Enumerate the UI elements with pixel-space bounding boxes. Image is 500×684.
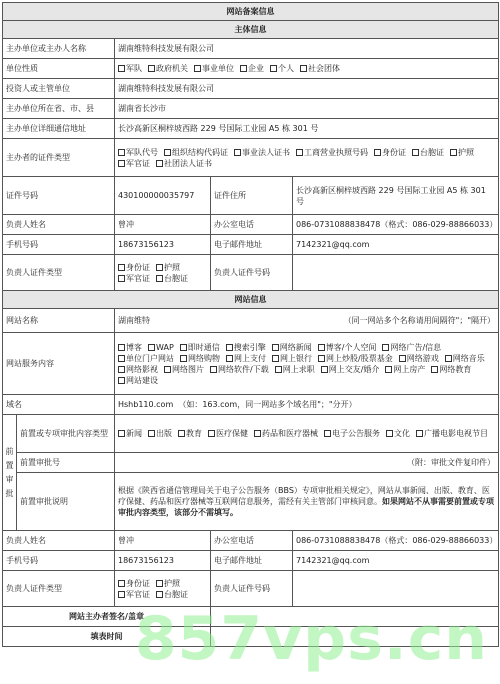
checkbox-icon[interactable] — [210, 366, 217, 373]
vertical-char: 审 — [5, 474, 14, 484]
checkbox-icon[interactable] — [164, 149, 171, 156]
checkbox-icon[interactable] — [148, 344, 155, 351]
vertical-char: 置 — [5, 460, 14, 470]
unit-type-option[interactable] — [270, 63, 294, 74]
service-option[interactable] — [275, 364, 315, 375]
host-person-cert-option-label: 军官证 — [126, 273, 150, 283]
host-mobile-value[interactable]: 18673156123 — [115, 235, 211, 255]
checkbox-icon[interactable] — [180, 355, 187, 362]
host-email-label: 电子邮件地址 — [211, 235, 293, 255]
service-option-label: 博客 — [126, 342, 142, 352]
cert-address-value[interactable]: 长沙高新区桐梓坡西路 229 号国际工业园 A5 栋 301 号 — [293, 177, 499, 215]
host-cert-type-option[interactable] — [118, 147, 158, 158]
host-cert-type-option[interactable] — [450, 147, 474, 158]
host-cert-type-option[interactable] — [296, 147, 368, 158]
service-option[interactable] — [272, 353, 312, 364]
host-person-cert-option-label: 护照 — [164, 262, 180, 272]
checkbox-icon[interactable] — [275, 366, 282, 373]
host-person-cert-option-label: 身份证 — [126, 262, 150, 272]
checkbox-icon[interactable] — [324, 430, 331, 437]
host-cert-type-option-label: 社团法人证书 — [164, 158, 212, 168]
preapproval-type-options — [115, 415, 499, 453]
host-person-cert-no-label: 负责人证件号码 — [211, 255, 293, 291]
host-person-cert-option[interactable] — [118, 273, 150, 284]
checkbox-icon[interactable] — [118, 377, 125, 384]
cert-address-label: 证件住所 — [211, 177, 293, 215]
host-person-cert-no-value[interactable] — [293, 255, 499, 291]
host-person-cert-option[interactable] — [118, 262, 150, 273]
checkbox-icon[interactable] — [156, 275, 163, 282]
checkbox-icon[interactable] — [234, 149, 241, 156]
checkbox-icon[interactable] — [118, 344, 125, 351]
checkbox-icon[interactable] — [270, 65, 277, 72]
investor-value[interactable]: 湖南维特科技发展有限公司 — [115, 79, 499, 99]
service-option-label: 网站建设 — [126, 375, 158, 385]
preapproval-vertical-label — [3, 415, 17, 531]
service-option[interactable] — [385, 364, 425, 375]
preapproval-no-cell[interactable] — [115, 453, 499, 473]
host-cert-type-option[interactable] — [374, 147, 406, 158]
checkbox-icon[interactable] — [272, 355, 279, 362]
service-option[interactable] — [445, 353, 485, 364]
address-value[interactable]: 长沙高新区桐梓坡西路 229 号国际工业园 A5 栋 301 号 — [115, 119, 499, 139]
checkbox-icon[interactable] — [318, 355, 325, 362]
host-cert-type-option[interactable] — [234, 147, 290, 158]
preapproval-type-option-label: 电子公告服务 — [332, 429, 380, 438]
checkbox-icon[interactable] — [318, 344, 325, 351]
host-cert-type-option-label: 护照 — [458, 147, 474, 157]
service-option[interactable] — [226, 342, 266, 353]
watermark: 857vps.cn — [134, 604, 488, 674]
host-cert-type-option-label: 工商营业执照号码 — [304, 147, 368, 157]
site-name-value: 湖南维特 — [118, 316, 150, 325]
site-person-cert-option-label: 军官证 — [126, 589, 150, 599]
vertical-char: 前 — [5, 446, 14, 456]
service-option[interactable] — [180, 342, 220, 353]
service-option-label: 网络新闻 — [279, 342, 312, 352]
checkbox-icon[interactable] — [148, 430, 155, 437]
preapproval-type-option[interactable] — [386, 428, 410, 439]
site-person-cert-option[interactable] — [118, 589, 150, 600]
preapproval-no-label: 前置审批号 — [17, 453, 115, 473]
checkbox-icon[interactable] — [178, 430, 185, 437]
service-option-label: 网上求职 — [282, 364, 315, 374]
checkbox-icon[interactable] — [399, 355, 406, 362]
unit-type-option-label: 政府机关 — [156, 64, 188, 73]
site-email-value[interactable]: 7142321@qq.com — [293, 551, 499, 571]
signature-value[interactable] — [211, 607, 499, 627]
fill-time-value[interactable] — [211, 627, 499, 647]
org-name-label: 主办单位或主办人名称 — [3, 39, 115, 59]
vertical-char: 批 — [5, 488, 14, 498]
domain-value: Hshb110.com — [118, 400, 174, 409]
checkbox-icon[interactable] — [386, 430, 393, 437]
checkbox-icon[interactable] — [118, 149, 125, 156]
service-option-label: 网上房产 — [393, 364, 426, 374]
checkbox-icon[interactable] — [118, 355, 125, 362]
preapproval-type-option-label: 出版 — [156, 429, 172, 438]
checkbox-icon[interactable] — [416, 430, 423, 437]
checkbox-icon[interactable] — [118, 366, 125, 373]
preapproval-desc-text: 根据《陕西省通信管理局关于电子公告服务（BBS）专项审批相关规定》，网站从事新闻、出版、教育、医疗保健、药品和医疗器械等互联网信息服务，需经有关主管部门审核同意。 — [118, 486, 490, 506]
preapproval-type-option[interactable] — [416, 428, 488, 439]
host-person-cert-option[interactable] — [156, 273, 188, 284]
service-option-label: 网络影视 — [126, 364, 158, 374]
host-cert-type-option-label: 组织结构代码证 — [172, 147, 228, 157]
service-option-label: WAP — [156, 342, 174, 352]
site-mobile-value[interactable]: 18673156123 — [115, 551, 211, 571]
checkbox-icon[interactable] — [118, 160, 125, 167]
preapproval-desc-bold: 如果网站不从事需要前置或专项审批内容类型，该部分不需填写。 — [118, 497, 494, 517]
service-option[interactable] — [431, 364, 471, 375]
preapproval-type-option-label: 新闻 — [126, 429, 142, 438]
service-option-label: 博客/个人空间 — [325, 342, 377, 352]
checkbox-icon[interactable] — [156, 591, 163, 598]
host-cert-type-option-label: 事业法人证书 — [242, 147, 290, 157]
checkbox-icon[interactable] — [321, 366, 328, 373]
preapproval-desc-cell — [115, 473, 499, 531]
site-person-cert-label: 负责人证件类型 — [3, 571, 115, 607]
checkbox-icon[interactable] — [118, 580, 125, 587]
checkbox-icon[interactable] — [300, 65, 307, 72]
site-person-cert-option[interactable] — [156, 578, 180, 589]
checkbox-icon[interactable] — [118, 591, 125, 598]
preapproval-type-option-label: 文化 — [394, 429, 410, 438]
host-cert-type-option-label: 身份证 — [382, 147, 406, 157]
service-option-label: 网上支付 — [234, 353, 266, 363]
site-office-phone-label: 办公室电话 — [211, 531, 293, 551]
site-person-cert-option[interactable] — [156, 589, 188, 600]
checkbox-icon[interactable] — [226, 344, 233, 351]
site-person-cert-no-value[interactable] — [293, 571, 499, 607]
checkbox-icon[interactable] — [118, 430, 125, 437]
host-person-cert-option[interactable] — [156, 262, 180, 273]
host-person-value[interactable]: 曾冲 — [115, 215, 211, 235]
site-person-cert-option-label: 身份证 — [126, 578, 150, 588]
checkbox-icon[interactable] — [156, 160, 163, 167]
signature-label: 网站主办者签名/盖章 — [3, 607, 211, 627]
host-person-cert-option-label: 台胞证 — [164, 273, 188, 283]
site-person-cert-option-label: 护照 — [164, 578, 180, 588]
checkbox-icon[interactable] — [118, 65, 125, 72]
checkbox-icon[interactable] — [118, 264, 125, 271]
site-name-label: 网站名称 — [3, 309, 115, 333]
cert-no-label: 证件号码 — [3, 177, 115, 215]
checkbox-icon[interactable] — [194, 65, 201, 72]
site-mobile-label: 手机号码 — [3, 551, 115, 571]
host-person-cert-options — [115, 255, 211, 291]
service-option-label: 网络音乐 — [452, 353, 485, 363]
site-person-label: 负责人姓名 — [3, 531, 115, 551]
host-cert-type-option-label: 军官证 — [126, 158, 150, 168]
service-option-label: 网络图片 — [172, 364, 204, 374]
host-office-phone-label: 办公室电话 — [211, 215, 293, 235]
site-email-label: 电子邮件地址 — [211, 551, 293, 571]
unit-type-option[interactable] — [118, 63, 142, 74]
preapproval-type-option[interactable] — [118, 428, 142, 439]
unit-type-options — [115, 59, 499, 79]
checkbox-icon[interactable] — [164, 366, 171, 373]
preapproval-type-option[interactable] — [148, 428, 172, 439]
service-option[interactable] — [272, 342, 312, 353]
host-section-header: 主体信息 — [3, 21, 499, 39]
service-option-label: 单位门户网站 — [126, 353, 174, 363]
unit-type-option-label: 军队 — [126, 64, 142, 73]
service-option[interactable] — [164, 364, 204, 375]
fill-time-label: 填表时间 — [3, 627, 211, 647]
host-mobile-label: 手机号码 — [3, 235, 115, 255]
org-name-value[interactable]: 湖南维特科技发展有限公司 — [115, 39, 499, 59]
preapproval-type-option-label: 广播电影电视节目 — [424, 429, 488, 438]
preapproval-type-option-label: 药品和医疗器械 — [262, 429, 318, 438]
address-label: 主办单位详细通信地址 — [3, 119, 115, 139]
checkbox-icon[interactable] — [148, 65, 155, 72]
unit-type-option[interactable] — [300, 63, 340, 74]
province-value[interactable]: 湖南省长沙市 — [115, 99, 499, 119]
service-option-label: 即时通信 — [187, 342, 220, 352]
checkbox-icon[interactable] — [180, 344, 187, 351]
preapproval-type-option[interactable] — [208, 428, 248, 439]
domain-cell[interactable] — [115, 395, 499, 415]
service-option[interactable] — [118, 353, 174, 364]
service-option[interactable] — [148, 342, 174, 353]
checkbox-icon[interactable] — [118, 275, 125, 282]
investor-label: 投资人或主管单位 — [3, 79, 115, 99]
host-person-cert-label: 负责人证件类型 — [3, 255, 115, 291]
service-option[interactable] — [118, 375, 158, 386]
domain-label: 域名 — [3, 395, 115, 415]
checkbox-icon[interactable] — [431, 366, 438, 373]
host-person-label: 负责人姓名 — [3, 215, 115, 235]
site-name-cell[interactable] — [115, 309, 499, 333]
service-option[interactable] — [382, 342, 441, 353]
preapproval-type-option-label: 医疗保健 — [216, 429, 248, 438]
unit-type-option[interactable] — [194, 63, 234, 74]
domain-note: （如：163.com，同一网站多个域名用"；"分开） — [178, 400, 357, 409]
service-label: 网站服务内容 — [3, 333, 115, 395]
preapproval-type-option[interactable] — [254, 428, 318, 439]
checkbox-icon[interactable] — [445, 355, 452, 362]
checkbox-icon[interactable] — [382, 344, 389, 351]
service-options — [115, 333, 499, 395]
preapproval-type-option-label: 教育 — [186, 429, 202, 438]
unit-type-option-label: 社会团体 — [308, 64, 340, 73]
preapproval-no-note: （附：审批文件复印件） — [407, 458, 495, 467]
service-option[interactable] — [118, 364, 158, 375]
host-cert-type-option-label: 军队代号 — [126, 147, 158, 157]
preapproval-type-option[interactable] — [178, 428, 202, 439]
service-option[interactable] — [318, 342, 377, 353]
checkbox-icon[interactable] — [240, 65, 247, 72]
service-option[interactable] — [399, 353, 439, 364]
unit-type-option[interactable] — [148, 63, 188, 74]
host-cert-type-option[interactable] — [118, 158, 150, 169]
host-cert-type-label: 主办者的证件类型 — [3, 139, 115, 177]
service-option[interactable] — [180, 353, 220, 364]
unit-type-option-label: 个人 — [278, 64, 294, 73]
site-person-cert-no-label: 负责人证件号码 — [211, 571, 293, 607]
service-option[interactable] — [226, 353, 266, 364]
service-option-label: 网络广告/信息 — [390, 342, 442, 352]
service-option[interactable] — [210, 364, 269, 375]
unit-type-option-label: 企业 — [248, 64, 264, 73]
preapproval-desc-label: 前置审批说明 — [17, 473, 115, 531]
site-section-header: 网站信息 — [3, 291, 499, 309]
service-option-label: 网上银行 — [280, 353, 312, 363]
checkbox-icon[interactable] — [272, 344, 279, 351]
checkbox-icon[interactable] — [412, 149, 419, 156]
unit-type-option-label: 事业单位 — [202, 64, 234, 73]
service-option-label: 网上交友/婚介 — [328, 364, 380, 374]
service-option[interactable] — [118, 342, 142, 353]
site-office-phone-value[interactable]: 086-0731088838478（格式：086-029-88866033） — [293, 531, 499, 551]
service-option-label: 搜索引擎 — [233, 342, 266, 352]
host-cert-type-option[interactable] — [412, 147, 444, 158]
preapproval-type-option[interactable] — [324, 428, 380, 439]
host-cert-type-option[interactable] — [164, 147, 228, 158]
site-person-value[interactable]: 曾冲 — [115, 531, 211, 551]
site-name-note: （同一网站多个名称请用间隔符"；"隔开） — [343, 316, 495, 325]
checkbox-icon[interactable] — [226, 355, 233, 362]
province-label: 主办单位所在省、市、县 — [3, 99, 115, 119]
host-email-value[interactable]: 7142321@qq.com — [293, 235, 499, 255]
checkbox-icon[interactable] — [254, 430, 261, 437]
host-cert-type-option[interactable] — [156, 158, 212, 169]
cert-no-value[interactable]: 430100000035797 — [115, 177, 211, 215]
service-option[interactable] — [321, 364, 380, 375]
site-person-cert-option-label: 台胞证 — [164, 589, 188, 599]
record-form-table — [2, 2, 499, 647]
checkbox-icon[interactable] — [450, 149, 457, 156]
service-option-label: 网络游戏 — [406, 353, 439, 363]
checkbox-icon[interactable] — [385, 366, 392, 373]
form-title: 网站备案信息 — [3, 3, 499, 21]
host-cert-type-options — [115, 139, 499, 177]
checkbox-icon[interactable] — [156, 580, 163, 587]
unit-type-label: 单位性质 — [3, 59, 115, 79]
checkbox-icon[interactable] — [374, 149, 381, 156]
service-option[interactable] — [318, 353, 393, 364]
unit-type-option[interactable] — [240, 63, 264, 74]
service-option-label: 网络教育 — [439, 364, 472, 374]
host-office-phone-value[interactable]: 086-0731088838478（格式：086-029-88866033） — [293, 215, 499, 235]
service-option-label: 网上炒股/股票基金 — [326, 353, 393, 363]
preapproval-type-label: 前置或专项审批内容类型 — [17, 415, 115, 453]
site-person-cert-options — [115, 571, 211, 607]
host-cert-type-option-label: 台胞证 — [420, 147, 444, 157]
checkbox-icon[interactable] — [208, 430, 215, 437]
service-option-label: 网络软件/下载 — [218, 364, 269, 374]
service-option-label: 网络购物 — [188, 353, 220, 363]
site-person-cert-option[interactable] — [118, 578, 150, 589]
checkbox-icon[interactable] — [156, 264, 163, 271]
checkbox-icon[interactable] — [296, 149, 303, 156]
